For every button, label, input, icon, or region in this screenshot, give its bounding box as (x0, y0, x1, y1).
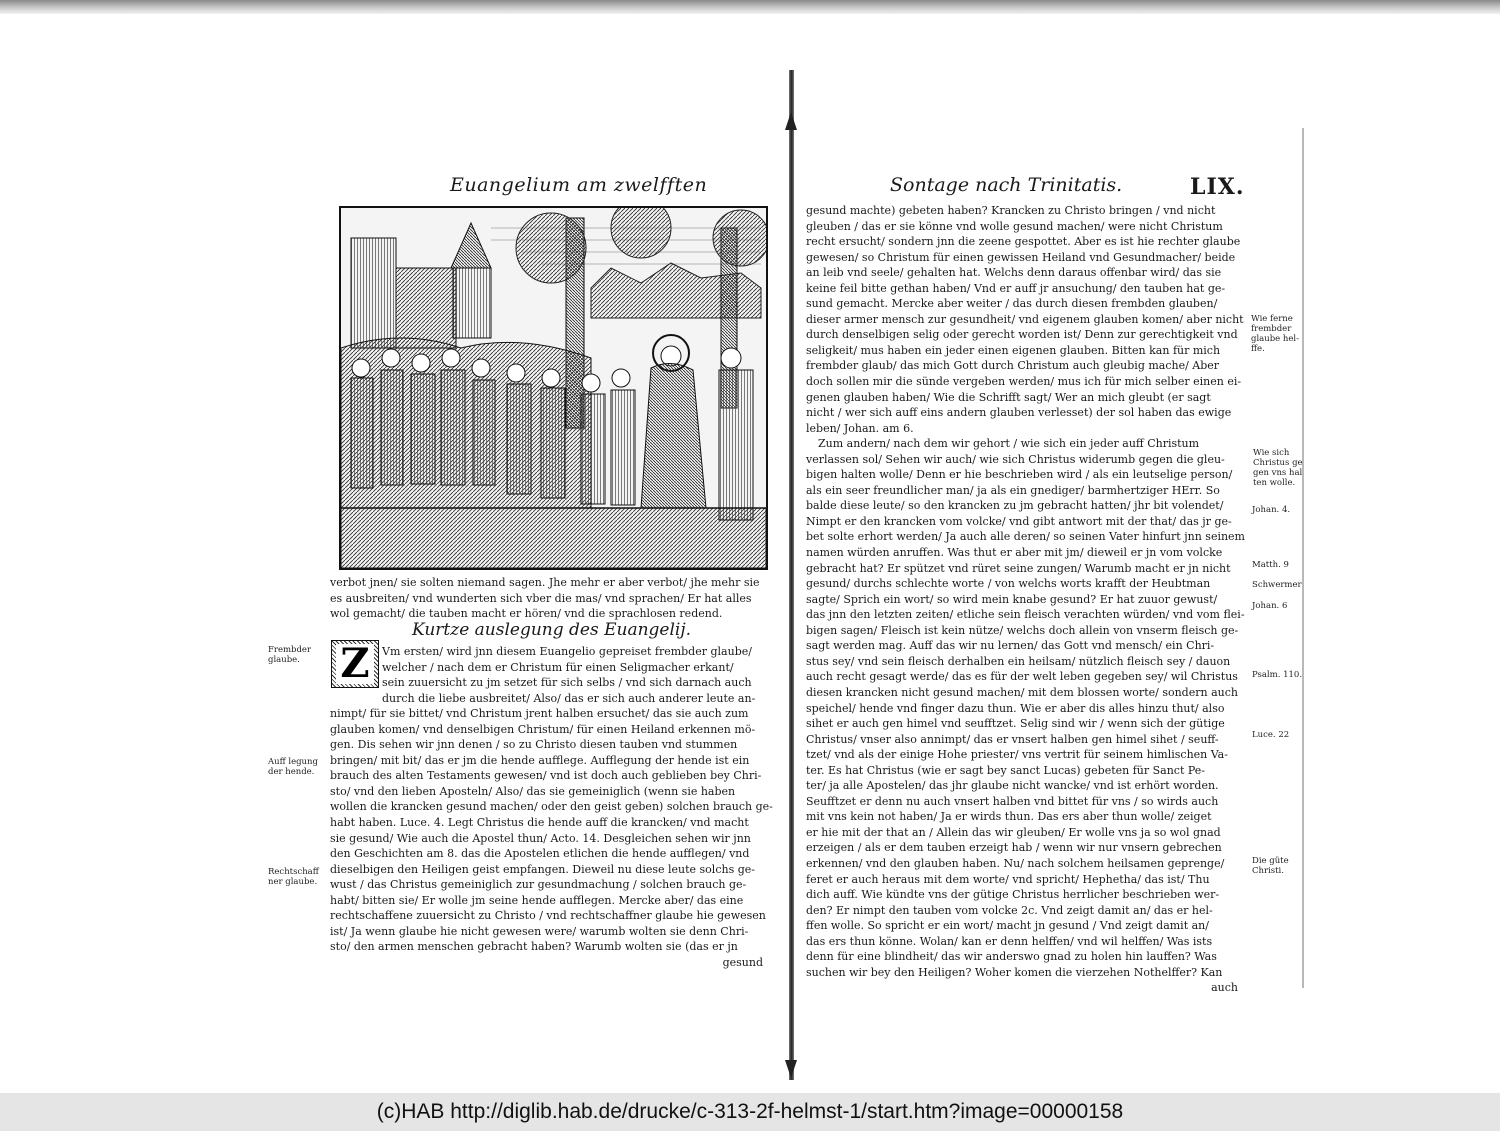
text-line: sto/ den armen menschen gebracht haben? Warumb wolten sie (das er jn (330, 940, 738, 954)
text-line: recht ersucht/ sondern jnn die zeene gespottet. Aber es ist hie rechter glaube (806, 235, 1241, 249)
margin-note-luce-22: Luce. 22 (1252, 730, 1290, 740)
text-line: durch denselbigen selig oder gerecht worden ist/ Denn zur gerechtigkeit vnd (806, 328, 1238, 342)
text-line: ffen wolle. So spricht er ein wort/ macht jn gesund / Vnd zeigt damit an/ (806, 919, 1209, 933)
text-line: verbot jnen/ sie solten niemand sagen. Jhe mehr er aber verbot/ jhe mehr sie (330, 576, 760, 589)
text-line: gesund machte) gebeten haben? Krancken zu Christo bringen / vnd nicht (806, 204, 1216, 217)
text-line: sagt werden mag. Auff das wir nu lernen/ das Gott vnd mensch/ ein Chri- (806, 639, 1215, 653)
text-line: gleuben / das er sie könne vnd wolle gesund machen/ were nicht Christum (806, 219, 1223, 233)
text-line: nicht / wer sich auff eins andern glauben verlesset) der sol haben das ewige (806, 406, 1232, 420)
text-line: Vm ersten/ wird jnn diesem Euangelio gepreiset frembder glaube/ (382, 645, 752, 658)
text-line: balde diese leute/ so den krancken zu jm gebracht hatten/ jhr bit volendet/ (806, 499, 1224, 513)
section-title: Kurtze auslegung des Euangelij. (412, 620, 692, 640)
text-line: keine feil bitte gethan haben/ Vnd er auff jr ansuchung/ den tauben hat ge- (806, 281, 1226, 295)
text-line: stus sey/ vnd sein fleisch derhalben ein heilsam/ nützlich fleisch sey / dauon (806, 654, 1231, 668)
margin-note-johan-6: Johan. 6 (1252, 601, 1288, 611)
text-line: sto/ vnd den lieben Aposteln/ Also/ das sie gemeiniglich (wenn sie haben (330, 784, 736, 798)
text-line: genen glauben haben/ Wie die Schrifft sagt/ Wer an mich gleubt (er sagt (806, 390, 1211, 404)
text-line: gesund/ durchs schlechte worte / von welchs worts krafft der Heubtman (806, 577, 1211, 591)
initial-letter: Z (336, 644, 373, 684)
text-line: sie gesund/ Wie auch die Apostel thun/ Acto. 14. Desgleichen sehen wir jnn (330, 831, 751, 845)
text-line: das ers thun könne. Wolan/ kan er denn helffen/ vnd wil helffen/ Was ists (806, 934, 1213, 948)
text-line: sagte/ Sprich ein wort/ so wird mein knabe gesund? Er hat zuuor gewust/ (806, 592, 1218, 606)
folio-number: LIX. (1190, 174, 1245, 200)
text-line: brauch des alten Testaments gewesen/ vnd ist doch auch geblieben bey Chri- (330, 769, 762, 783)
text-line: Seufftzet er denn nu auch vnsert halben vnd bittet für vns / so wirds auch (806, 794, 1219, 808)
running-header-left: Euangelium am zwelfften (450, 174, 708, 196)
woodcut-illustration (339, 206, 768, 570)
text-line: habt/ bitten sie/ Er wolle jm seine hende aufflegen. Mercke aber/ das eine (330, 893, 744, 907)
text-line: wol gemacht/ die tauben macht er hören/ vnd die sprachlosen redend. (330, 607, 723, 621)
text-line: den Geschichten am 8. das die Apostelen etlichen die hende aufflegen/ vnd (330, 847, 750, 861)
text-line: bet solte erhort werden/ Ja auch alle deren/ so seinen Vater hinfurt jnn seinem (806, 530, 1245, 544)
text-line: namen würden anruffen. Was thut er aber mit jm/ dieweil er jn vom volcke (806, 546, 1223, 560)
text-line: suchen wir bey den Heiligen? Woher komen die vierzehen Nothelffer? Kan (806, 965, 1223, 979)
margin-note-wie-sich-christus: Wie sich Christus ge gen vns hal ten wolle. (1253, 448, 1303, 488)
text-line: er hie mit der that an / Allein das wir gleuben/ Er wolle vns ja so wol gnad (806, 825, 1221, 839)
text-line: als ein seer freundlicher man/ ja als ein gnediger/ barmhertziger HErr. So (806, 483, 1220, 497)
text-line: mit vns kein not haben/ Ja er wirds thun. Das ers aber thun wolle/ zeiget (806, 810, 1212, 824)
margin-note-schwermer: Schwermer (1252, 580, 1302, 590)
margin-note-wie-ferne: Wie ferne frembder glaube hel- ffe. (1251, 314, 1299, 354)
text-line: nimpt/ für sie bittet/ vnd Christum jrent halben ersuchet/ das sie auch zum (330, 707, 749, 721)
margin-note-rechtschaffner-glaube: Rechtschaff ner glaube. (268, 867, 319, 887)
margin-note-frembder-glaube: Frembder glaube. (268, 645, 312, 665)
text-line: ter/ ja alle Apostelen/ das jhr glaube nicht wancke/ vnd ist erhört worden. (806, 779, 1219, 793)
text-line: an leib vnd seele/ gehalten hat. Welchs denn daraus offenbar wird/ das sie (806, 266, 1222, 280)
copyright-footer: (c)HAB http://diglib.hab.de/drucke/c-313-2f-helmst-1/start.htm?image=00000158 (0, 1093, 1500, 1131)
text-line: leben/ Johan. am 6. (806, 421, 914, 435)
scan-top-edge (0, 0, 1500, 14)
text-line: rechtschaffene zuuersicht zu Christo / vnd rechtschaffner glaube hie gewesen (330, 909, 766, 923)
text-line: seligkeit/ mus haben ein jeder einen eigenen glauben. Bitten kan für mich (806, 343, 1221, 357)
text-line: ter. Es hat Christus (wie er sagt bey sanct Lucas) gebeten für Sanct Pe- (806, 763, 1206, 777)
text-line: feret er auch heraus mit dem worte/ vnd spricht/ Hephetha/ das ist/ Thu (806, 872, 1210, 886)
text-line: speichel/ hende vnd finger dazu thun. Wie er aber dis alles hinzu thut/ also (806, 701, 1225, 715)
text-line: verlassen sol/ Sehen wir auch/ wie sich Christus widerumb gegen die gleu- (806, 452, 1225, 466)
right-main-text (806, 204, 1246, 997)
gutter-marker-top (785, 112, 797, 130)
text-line: gebracht hat? Er spützet vnd rüret seine zungen/ Warumb macht er jn nicht (806, 561, 1231, 575)
text-line: bigen sagen/ Fleisch ist kein nütze/ welchs doch allein von vnserm fleisch ge- (806, 623, 1239, 637)
text-line: dieser armer mensch zur gesundheit/ vnd eigenem glauben komen/ aber nicht (806, 312, 1244, 326)
text-line: tzet/ vnd als der einige Hohe priester/ vns vertrit für seinem himlischen Va- (806, 748, 1228, 762)
text-line: gewesen/ so Christum für einen gewissen Heiland vnd Gesundmacher/ beide (806, 250, 1236, 264)
text-line: es ausbreiten/ vnd wunderten sich vber die mas/ vnd sprachen/ Er hat alles (330, 591, 752, 605)
book-gutter (789, 70, 794, 1080)
margin-note-matth-9: Matth. 9 (1252, 560, 1289, 570)
text-line: Christus/ vnser also annimpt/ das er vnsert halben gen himel sihet / seuff- (806, 732, 1219, 746)
gutter-marker-bottom (785, 1060, 797, 1078)
catchword: gesund (722, 955, 763, 969)
text-line: denn für eine blindheit/ das wir anderswo gnad zu holen hin lauffen? Was (806, 950, 1217, 964)
text-line: Nimpt er den krancken vom volcke/ vnd gibt antwort mit der that/ das jr ge- (806, 514, 1232, 528)
margin-note-die-guete-christi: Die güte Christi. (1252, 856, 1289, 876)
text-line: wust / das Christus gemeiniglich zur gesundmachung / solchen brauch ge- (330, 878, 747, 892)
left-main-text (330, 645, 775, 971)
margin-note-auff-legung: Auff legung der hende. (268, 757, 318, 777)
text-line: welcher / nach dem er Christum für einen Seligmacher erkant/ (382, 660, 734, 674)
text-line: das jnn den letzten zeiten/ etliche sein fleisch verachten würden/ vnd vom flei- (806, 608, 1245, 622)
text-line: glauben komen/ vnd denselbigen Christum/ für einen Heiland erkennen mö- (330, 722, 756, 736)
text-line: gen. Dis sehen wir jnn denen / so zu Christo diesen tauben vnd stummen (330, 738, 738, 752)
margin-note-psalm-110: Psalm. 110. (1252, 670, 1303, 680)
text-line: auch recht gesagt werde/ das es für der welt leben gegeben sey/ wil Christus (806, 670, 1238, 684)
text-line: sund gemacht. Mercke aber weiter / das durch diesen frembden glauben/ (806, 297, 1218, 311)
text-line: erzeigen / als er dem tauben erzeigt hab / wenn wir nur vnsern gebrechen (806, 841, 1222, 855)
text-line: doch sollen mir die sünde vergeben werden/ mus ich für mich selber einen ei- (806, 375, 1242, 389)
text-line: sein zuuersicht zu jm setzet für sich selbs / vnd sich darnach auch (382, 676, 752, 690)
catchword: auch (1211, 981, 1238, 995)
text-line: Zum andern/ nach dem wir gehort / wie sich ein jeder auff Christum (818, 437, 1200, 451)
text-line: durch die liebe ausbreitet/ Also/ das er sich auch anderer leute an- (382, 691, 756, 705)
text-line: den? Er nimpt den tauben vom volcke 2c. Vnd zeigt damit an/ das er hel- (806, 903, 1213, 917)
text-line: habt haben. Luce. 4. Legt Christus die hende auff die krancken/ vnd macht (330, 816, 749, 830)
text-line: wollen die krancken gesund machen/ oder den geist geben) solchen brauch ge- (330, 800, 773, 814)
margin-note-johan-4: Johan. 4. (1252, 505, 1291, 515)
text-line: sihet er auch gen himel vnd seufftzet. Selig sind wir / wenn sich der gütige (806, 717, 1225, 731)
text-line: frembder glaub/ das mich Gott durch Christum auch gleubig mache/ Aber (806, 359, 1220, 373)
text-line: diesen krancken nicht gesund machen/ mit dem blossen worte/ sondern auch (806, 685, 1238, 699)
left-top-text (330, 576, 775, 623)
text-line: dieselbigen den Heiligen geist empfangen. Dieweil nu diese leute solchs ge- (330, 862, 755, 876)
text-line: dich auff. Wie kündte vns der gütige Christus herrlicher beschrieben wer- (806, 888, 1220, 902)
text-line: bringen/ mit bit/ das er jm die hende aufflege. Aufflegung der hende ist ein (330, 753, 750, 767)
text-line: bigen halten wolle/ Denn er hie beschrieben wird / als ein leutselige person/ (806, 468, 1233, 482)
text-line: erkennen/ vnd den glauben haben. Nu/ nach solchem heilsamen geprenge/ (806, 856, 1225, 870)
running-header-right: Sontage nach Trinitatis. (890, 174, 1123, 196)
text-line: ist/ Ja wenn glaube hie nicht gewesen were/ warumb wolten sie denn Chri- (330, 924, 749, 938)
page-right-edge (1302, 128, 1304, 988)
